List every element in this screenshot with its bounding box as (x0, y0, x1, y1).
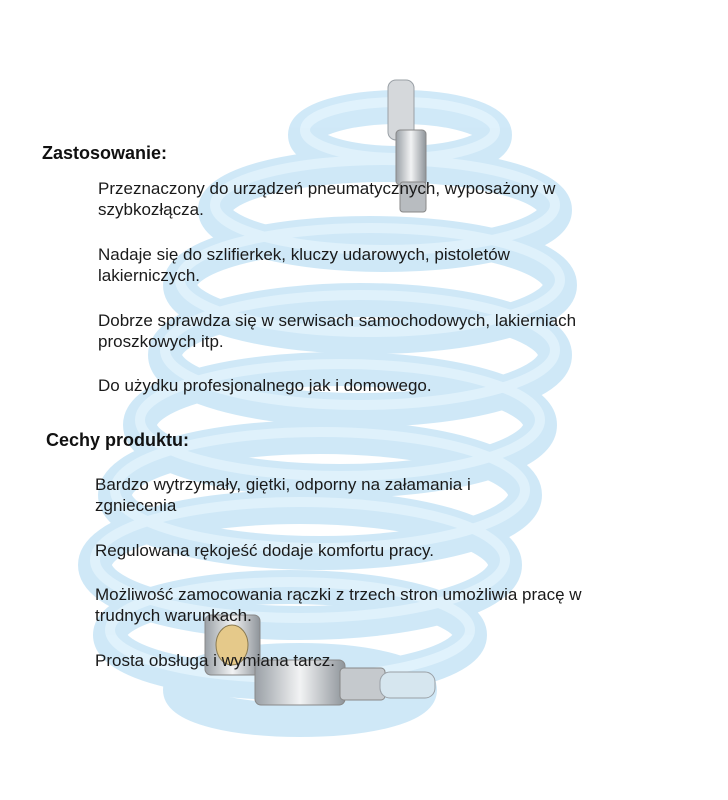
feature-item: Regulowana rękojeść dodaje komfortu pracy. (95, 541, 434, 560)
usage-item: Nadaje się do szlifierkek, kluczy udarowych, pistoletów lakierniczych. (98, 245, 510, 285)
usage-item: Dobrze sprawdza się w serwisach samochodowych, lakierniach proszkowych itp. (98, 311, 577, 351)
features-heading: Cechy produktu: (46, 430, 190, 450)
usage-heading: Zastosowanie: (42, 143, 168, 163)
usage-item: Przeznaczony do urządzeń pneumatycznych, wyposażony w szybkozłącza. (98, 179, 556, 219)
usage-item: Do użydku profesjonalnego jak i domowego. (98, 376, 432, 395)
feature-item: Bardzo wytrzymały, giętki, odporny na załamania i zgniecenia (95, 475, 471, 515)
feature-item: Prosta obsługa i wymiana tarcz. (95, 651, 335, 670)
feature-item: Możliwość zamocowania rączki z trzech stron umożliwia pracę w trudnych warunkach. (95, 585, 582, 625)
